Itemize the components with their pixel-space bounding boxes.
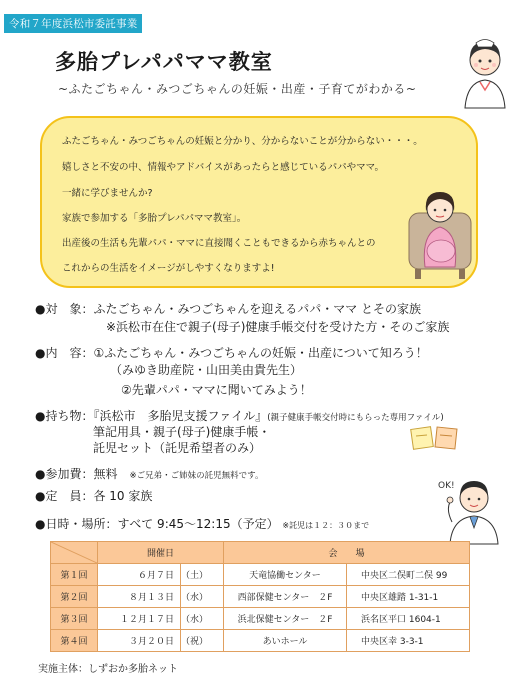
session-number: 第３回 bbox=[51, 608, 98, 630]
session-date: ８月１３日 bbox=[98, 586, 181, 608]
belongings-line-1: 『浜松市 多胎児支援ファイル』 bbox=[93, 409, 268, 423]
session-weekday: （水） bbox=[181, 586, 224, 608]
table-header-venue: 会 場 bbox=[224, 542, 470, 564]
session-number: 第２回 bbox=[51, 586, 98, 608]
pregnant-mother-illustration bbox=[405, 183, 475, 281]
page-title: 多胎プレパパママ教室 bbox=[55, 50, 273, 74]
target-text: ふたごちゃん・みつごちゃんを迎えるパパ・ママ とその家族 bbox=[93, 302, 422, 316]
fee-row bbox=[35, 465, 263, 482]
datetime-label: ●日時・場所： bbox=[35, 517, 118, 531]
content-label: ●内 容： bbox=[35, 346, 94, 360]
session-number: 第４回 bbox=[51, 630, 98, 652]
session-address: 浜名区平口 1604-1 bbox=[347, 608, 470, 630]
table-row bbox=[51, 608, 470, 630]
intro-line: 一緒に学びませんか? bbox=[62, 188, 153, 199]
table-row bbox=[51, 630, 470, 652]
session-number: 第１回 bbox=[51, 564, 98, 586]
content-item-1-sub: （みゆき助産院・山田美由貴先生） bbox=[110, 363, 303, 377]
target-note: ※浜松市在住で親子(母子)健康手帳交付を受けた方・そのご家族 bbox=[106, 320, 450, 334]
session-date: ３月２０日 bbox=[98, 630, 181, 652]
content-item-1: ①ふたごちゃん・みつごちゃんの妊娠・出産について知ろう！ bbox=[93, 346, 428, 360]
datetime-note: ※託児は１２：３０まで bbox=[282, 521, 370, 530]
datetime-text: すべて 9:45～12:15（予定） bbox=[117, 517, 279, 531]
intro-line: これからの生活をイメージがしやすくなりますよ! bbox=[62, 263, 275, 274]
intro-line: 出産後の生活も先輩パパ・ママに直接聞くこともできるから赤ちゃんとの bbox=[62, 238, 376, 249]
session-address: 中央区幸 3-3-1 bbox=[347, 630, 470, 652]
sponsor-badge: 令和７年度浜松市委託事業 bbox=[4, 14, 142, 33]
table-row bbox=[51, 586, 470, 608]
schedule-table bbox=[50, 541, 470, 652]
table-header-date: 開催日 bbox=[98, 542, 224, 564]
organizer-footer: 実施主体：しずおか多胎ネット bbox=[38, 664, 178, 675]
content-item-2: ②先輩パパ・ママに聞いてみよう！ bbox=[121, 383, 312, 397]
belongings-line-3: 託児セット（託児希望者のみ） bbox=[93, 441, 262, 455]
session-date: ６月７日 bbox=[98, 564, 181, 586]
session-weekday: （土） bbox=[181, 564, 224, 586]
page-subtitle: ~ふたごちゃん・みつごちゃんの妊娠・出産・子育てがわかる~ bbox=[58, 82, 417, 96]
session-address: 中央区二俣町二俣 99 bbox=[347, 564, 470, 586]
table-corner-cell bbox=[51, 542, 98, 564]
intro-line: 嬉しさと不安の中、情報やアドバイスがあったらと感じているパパやママ。 bbox=[62, 162, 385, 173]
ok-text: OK! bbox=[438, 481, 455, 491]
table-row bbox=[51, 564, 470, 586]
fee-text: 無料 bbox=[93, 467, 118, 481]
belongings-row bbox=[35, 407, 444, 424]
session-venue: 浜北保健センター ２F bbox=[224, 608, 347, 630]
target-row bbox=[35, 300, 421, 317]
content-row bbox=[35, 344, 428, 361]
session-venue: あいホール bbox=[224, 630, 347, 652]
session-address: 中央区雄踏 1-31-1 bbox=[347, 586, 470, 608]
target-label: ●対 象： bbox=[35, 302, 94, 316]
belongings-line-2: 筆記用具・親子(母子)健康手帳・ bbox=[93, 425, 271, 439]
fee-label: ●参加費： bbox=[35, 467, 94, 481]
table-header-row bbox=[51, 542, 470, 564]
nurse-illustration bbox=[455, 30, 515, 110]
session-date: １２月１７日 bbox=[98, 608, 181, 630]
file-illustration bbox=[410, 424, 460, 450]
capacity-label: ●定 員： bbox=[35, 489, 94, 503]
belongings-note: (親子健康手帳交付時にもらった専用ファイル) bbox=[267, 413, 444, 423]
session-weekday: （祝） bbox=[181, 630, 224, 652]
capacity-row bbox=[35, 487, 152, 504]
doctor-illustration bbox=[436, 470, 506, 545]
intro-line: 家族で参加する「多胎プレパパママ教室」。 bbox=[62, 213, 247, 224]
capacity-text: 各 10 家族 bbox=[93, 489, 153, 503]
session-venue: 西部保健センター ２F bbox=[224, 586, 347, 608]
fee-note: ※ご兄弟・ご姉妹の託児無料です。 bbox=[129, 471, 264, 481]
session-venue: 天竜協働センター bbox=[224, 564, 347, 586]
corner-diagonal bbox=[51, 542, 97, 563]
intro-line: ふたごちゃん・みつごちゃんの妊娠と分かり、分からないことが分からない・・・。 bbox=[62, 136, 423, 147]
belongings-label: ●持ち物： bbox=[35, 409, 94, 423]
datetime-row bbox=[35, 515, 369, 532]
session-weekday: （水） bbox=[181, 608, 224, 630]
